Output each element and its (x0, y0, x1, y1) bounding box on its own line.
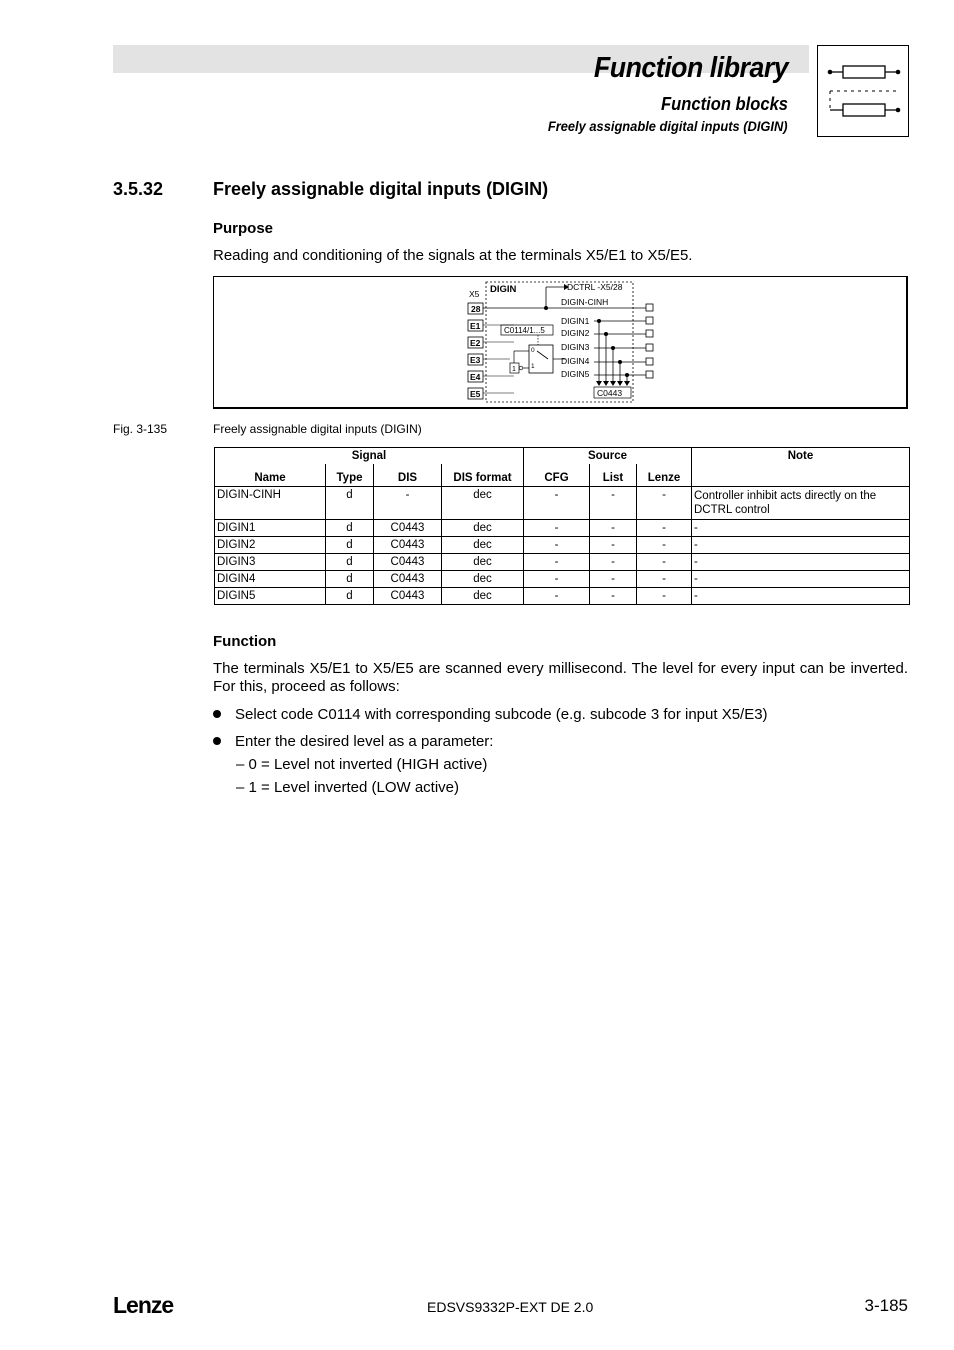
svg-text:E1: E1 (470, 321, 481, 331)
terminal-e2 (468, 337, 483, 348)
page-subtitle: Function blocks (661, 94, 788, 114)
output-digin4: DIGIN4 (561, 356, 590, 366)
page-title: Function library (593, 52, 788, 84)
dctrl-label: DCTRL -X5/28 (567, 282, 623, 292)
col-list: List (590, 464, 637, 487)
switch-zero: 0 (531, 347, 535, 354)
svg-text:E3: E3 (470, 355, 481, 365)
figure-caption: Freely assignable digital inputs (DIGIN) (213, 422, 422, 436)
col-dis: DIS (374, 464, 442, 487)
signal-table (214, 447, 910, 605)
output-digin1: DIGIN1 (561, 316, 590, 326)
svg-text:28: 28 (471, 304, 481, 314)
bullet-item: Enter the desired level as a parameter: (213, 733, 493, 750)
output-digin3: DIGIN3 (561, 342, 590, 352)
section-number: 3.5.32 (113, 179, 164, 199)
table-group-header (215, 448, 910, 465)
terminal-e3 (468, 354, 483, 365)
section-title: Freely assignable digital inputs (DIGIN) (213, 179, 549, 199)
purpose-text: Reading and conditioning of the signals at the terminals X5/E1 to X5/E5. (213, 247, 693, 264)
connector-label: X5 (469, 289, 480, 299)
brand-logo: Lenze (113, 1292, 174, 1318)
sub-item: – 1 = Level inverted (LOW active) (236, 779, 460, 796)
block-label: DIGIN (490, 284, 517, 295)
terminal-e4 (468, 371, 483, 382)
bullet-icon (213, 710, 221, 718)
col-dis-format: DIS format (442, 464, 524, 487)
invert-label: 1 (512, 366, 516, 373)
table-row: DIGIN-CINH d - dec - - - Controller inhibit acts directly on the DCTRL control (215, 487, 910, 520)
group-signal: Signal (215, 448, 524, 465)
svg-text:E5: E5 (470, 389, 481, 399)
table-row: DIGIN1 d C0443 dec - - - - (215, 520, 910, 537)
table-row: DIGIN4 d C0443 dec - - - - (215, 571, 910, 588)
function-block-icon (817, 45, 909, 137)
function-paragraph: The terminals X5/E1 to X5/E5 are scanned every millisecond. The level for every input can be inverted. For this, proceed as follows: (213, 660, 908, 695)
page-number: 3-185 (864, 1296, 908, 1315)
output-digin2: DIGIN2 (561, 328, 590, 338)
document-id: EDSVS9332P-EXT DE 2.0 (427, 1299, 594, 1315)
digin-block-diagram (214, 277, 906, 407)
output-digin5: DIGIN5 (561, 369, 590, 379)
group-note: Note (692, 448, 910, 487)
output-cinh: DIGIN-CINH (561, 297, 609, 307)
terminal-e1 (468, 320, 483, 331)
svg-text:E2: E2 (470, 338, 481, 348)
function-heading: Function (213, 633, 277, 650)
svg-text:E4: E4 (470, 372, 481, 382)
figure-frame (213, 276, 908, 409)
bullet-item: Select code C0114 with corresponding subcode (e.g. subcode 3 for input X5/E3) (213, 706, 768, 723)
bullet-icon (213, 737, 221, 745)
terminal-28 (468, 303, 483, 314)
col-lenze: Lenze (637, 464, 692, 487)
sub-item: – 0 = Level not inverted (HIGH active) (236, 756, 488, 773)
table-row: DIGIN5 d C0443 dec - - - - (215, 588, 910, 605)
table-row: DIGIN2 d C0443 dec - - - - (215, 537, 910, 554)
code-label: C0114/1...5 (504, 326, 545, 335)
switch-one: 1 (531, 363, 535, 370)
col-cfg: CFG (524, 464, 590, 487)
display-code: C0443 (597, 388, 623, 398)
page-section-line: Freely assignable digital inputs (DIGIN) (548, 118, 788, 134)
table-row: DIGIN3 d C0443 dec - - - - (215, 554, 910, 571)
terminal-e5 (468, 388, 483, 399)
group-source: Source (524, 448, 692, 465)
purpose-heading: Purpose (213, 220, 274, 237)
figure-number: Fig. 3-135 (113, 422, 168, 436)
col-type: Type (326, 464, 374, 487)
col-name: Name (215, 464, 326, 487)
